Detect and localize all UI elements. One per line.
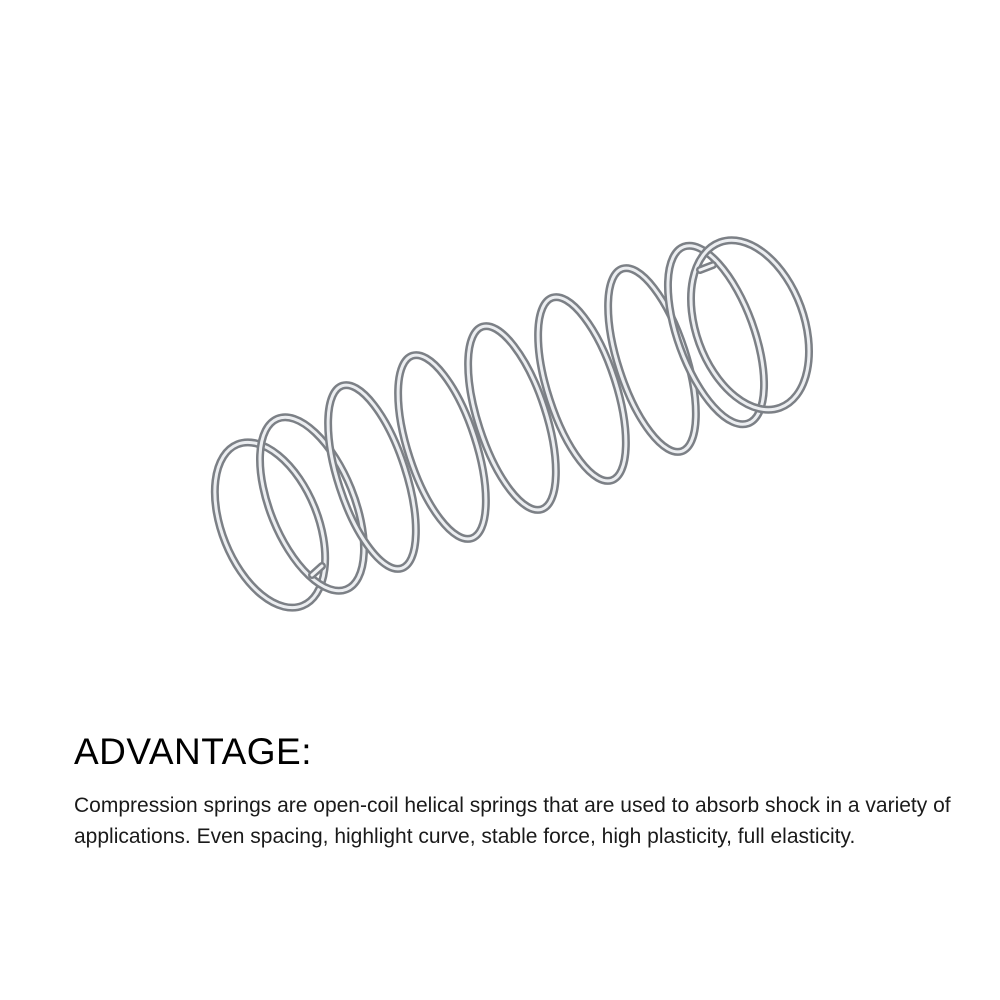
spring-coils: [193, 224, 831, 624]
advantage-description: Compression springs are open-coil helical springs that are used to absorb shock in a variety of applications. Even spacing, highlight curve, stable force, high plasticity, full elasticity.: [74, 794, 951, 848]
advantage-heading: ADVANTAGE:: [74, 731, 313, 772]
